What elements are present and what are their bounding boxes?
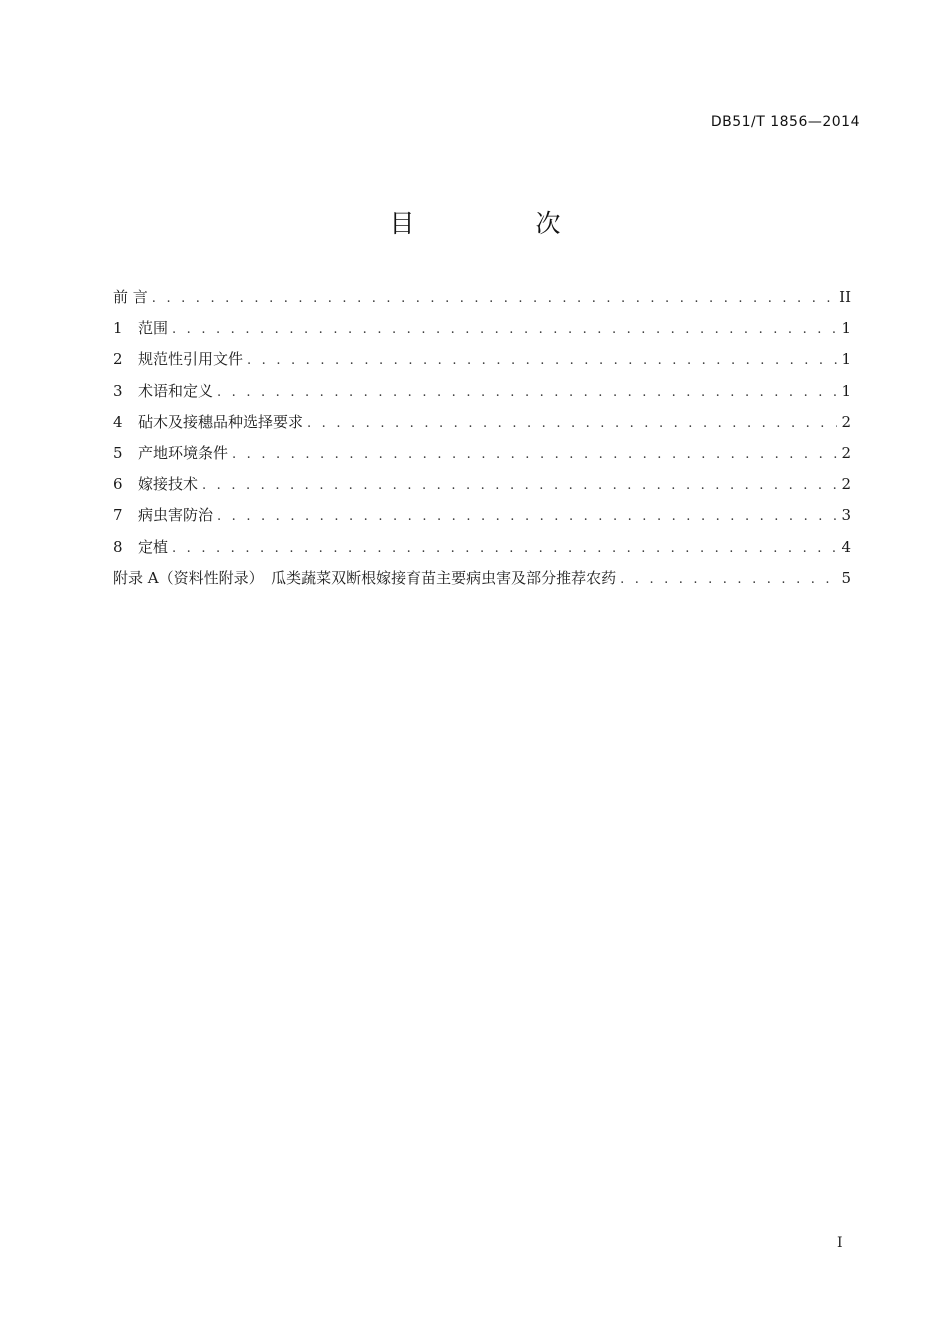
- toc-leader-dots: [172, 319, 837, 341]
- toc-entry-label: 嫁接技术: [138, 475, 199, 494]
- toc-entry-label: 产地环境条件: [138, 443, 229, 462]
- toc-entry-terms-definitions[interactable]: [113, 380, 851, 411]
- toc-entry-number: 8: [113, 537, 123, 556]
- toc-entry-page: 1: [841, 381, 851, 400]
- toc-entry-number: 2: [113, 350, 123, 369]
- toc-entry-page: 2: [841, 443, 851, 462]
- toc-entry-rootstock-scion[interactable]: [113, 411, 851, 442]
- toc-entry-normative-references[interactable]: [113, 348, 851, 379]
- standard-code: DB51/T 1856—2014: [710, 114, 860, 130]
- toc-entry-number: 4: [113, 412, 123, 431]
- toc-leader-dots: [307, 413, 837, 435]
- toc-entry-label: 病虫害防治: [138, 506, 214, 525]
- toc-leader-dots: [172, 538, 837, 560]
- toc-leader-dots: [217, 506, 837, 528]
- toc-entry-number: 3: [113, 381, 123, 400]
- toc-entry-environment[interactable]: [113, 442, 851, 473]
- toc-entry-page: 5: [841, 568, 851, 587]
- toc-entry-label: 范围: [138, 319, 169, 338]
- toc-entry-number: 6: [113, 475, 123, 494]
- toc-entry-grafting[interactable]: [113, 473, 851, 504]
- toc-entry-scope[interactable]: [113, 317, 851, 348]
- toc-entry-page: 3: [841, 506, 851, 525]
- toc-entry-page: 2: [841, 475, 851, 494]
- toc-entry-appendix-a[interactable]: [113, 567, 851, 598]
- table-of-contents: [113, 286, 851, 598]
- toc-entry-page: 1: [841, 350, 851, 369]
- toc-entry-pest-control[interactable]: [113, 504, 851, 535]
- toc-leader-dots: [620, 569, 837, 591]
- toc-entry-label: 定植: [138, 537, 169, 556]
- toc-leader-dots: [202, 475, 837, 497]
- toc-entry-number: 7: [113, 506, 123, 525]
- toc-entry-page: 2: [841, 412, 851, 431]
- toc-leader-dots: [247, 350, 837, 372]
- toc-entry-number: 1: [113, 319, 123, 338]
- page-number: I: [837, 1235, 843, 1251]
- toc-entry-page: 1: [841, 319, 851, 338]
- toc-leader-dots: [217, 382, 837, 404]
- toc-leader-dots: [152, 288, 835, 310]
- page-title: 目 次: [389, 209, 609, 238]
- toc-entry-label: 规范性引用文件: [138, 350, 244, 369]
- toc-entry-label: 术语和定义: [138, 381, 214, 400]
- toc-entry-label: 附录 A（资料性附录） 瓜类蔬菜双断根嫁接育苗主要病虫害及部分推荐农药: [113, 568, 617, 587]
- toc-leader-dots: [232, 444, 837, 466]
- toc-entry-number: 5: [113, 443, 123, 462]
- toc-entry-label: 砧木及接穗品种选择要求: [138, 412, 304, 431]
- toc-entry-page: II: [839, 288, 851, 306]
- toc-entry-planting[interactable]: [113, 536, 851, 567]
- toc-entry-foreword[interactable]: [113, 286, 851, 317]
- toc-entry-page: 4: [841, 537, 851, 556]
- toc-entry-label: 前 言: [113, 288, 148, 306]
